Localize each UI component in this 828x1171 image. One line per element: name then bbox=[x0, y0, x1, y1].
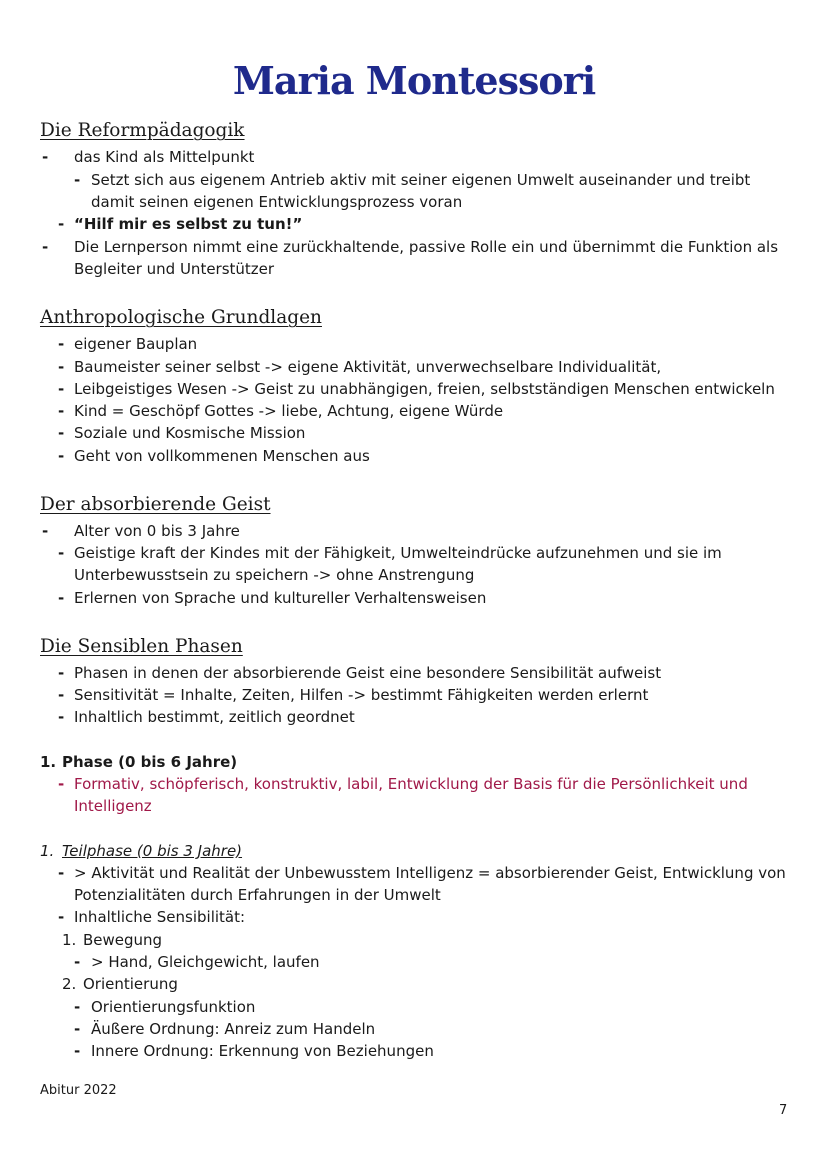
bullet-dash: - bbox=[58, 864, 65, 882]
bullet-dash: - bbox=[58, 708, 65, 726]
list-item: Kind = Geschöpf Gottes -> liebe, Achtung, eigene Würde bbox=[74, 402, 504, 420]
list-item: Soziale und Kosmische Mission bbox=[74, 424, 306, 442]
teilphase-heading: Teilphase (0 bis 3 Jahre) bbox=[62, 842, 243, 860]
list-item: das Kind als Mittelpunkt bbox=[74, 148, 255, 166]
section-heading-absorbierende-geist: Der absorbierende Geist bbox=[40, 494, 271, 515]
bullet-dash: - bbox=[58, 908, 65, 926]
list-item: Leibgeistiges Wesen -> Geist zu unabhängigen, freien, selbstständigen Menschen entwickeln bbox=[74, 380, 775, 398]
bullet-dash: - bbox=[74, 953, 81, 971]
bullet-dash: - bbox=[74, 1020, 81, 1038]
list-item: Baumeister seiner selbst -> eigene Aktivität, unverwechselbare Individualität, bbox=[74, 358, 662, 376]
motto: “Hilf mir es selbst zu tun!” bbox=[74, 215, 303, 233]
list-item: Inhaltlich bestimmt, zeitlich geordnet bbox=[74, 708, 355, 726]
list-item: Setzt sich aus eigenem Antrieb aktiv mit seiner eigenen Umwelt auseinander und treibt bbox=[91, 171, 751, 189]
list-item: Formativ, schöpferisch, konstruktiv, labil, Entwicklung der Basis für die Persönlichkeit und bbox=[74, 775, 748, 793]
bullet-dash: - bbox=[58, 424, 65, 442]
list-item: Sensitivität = Inhalte, Zeiten, Hilfen -> bestimmt Fähigkeiten werden erlernt bbox=[74, 686, 649, 704]
bullet-dash: - bbox=[58, 589, 65, 607]
footer-label: Abitur 2022 bbox=[40, 1083, 117, 1098]
bullet-dash: - bbox=[58, 215, 65, 233]
phase-heading: Phase (0 bis 6 Jahre) bbox=[62, 753, 238, 771]
list-item: Phasen in denen der absorbierende Geist eine besondere Sensibilität aufweist bbox=[74, 664, 662, 682]
bullet-dash: - bbox=[58, 775, 65, 793]
section-heading-sensiblen-phasen: Die Sensiblen Phasen bbox=[40, 636, 243, 657]
bullet-dash: - bbox=[74, 1042, 81, 1060]
bullet-dash: - bbox=[58, 544, 65, 562]
list-item: > Aktivität und Realität der Unbewusstem Intelligenz = absorbierender Geist, Entwicklung von bbox=[74, 864, 786, 882]
page-number: 7 bbox=[779, 1103, 788, 1118]
numbered-item: Bewegung bbox=[83, 931, 163, 949]
bullet-dash: - bbox=[74, 998, 81, 1016]
bullet-dash: - bbox=[58, 335, 65, 353]
list-item-continuation: Intelligenz bbox=[74, 797, 152, 815]
list-item: > Hand, Gleichgewicht, laufen bbox=[91, 953, 320, 971]
section-heading-reformpaedagogik: Die Reformpädagogik bbox=[40, 120, 245, 141]
list-item: Innere Ordnung: Erkennung von Beziehungen bbox=[91, 1042, 434, 1060]
list-item-continuation: Potenzialitäten durch Erfahrungen in der Umwelt bbox=[74, 886, 441, 904]
list-item: Geht von vollkommenen Menschen aus bbox=[74, 447, 370, 465]
bullet-dash: - bbox=[58, 358, 65, 376]
numbered-item-number: 2. bbox=[62, 975, 77, 993]
bullet-dash: - bbox=[58, 664, 65, 682]
phase-number: 1. bbox=[40, 753, 57, 771]
section-heading-anthropologische-grundlagen: Anthropologische Grundlagen bbox=[40, 307, 322, 328]
bullet-dash: - bbox=[58, 686, 65, 704]
bullet-dash: - bbox=[58, 380, 65, 398]
bullet-dash: - bbox=[42, 522, 49, 540]
teilphase-number: 1. bbox=[40, 842, 55, 860]
list-item: Die Lernperson nimmt eine zurückhaltende, passive Rolle ein und übernimmt die Funktion als bbox=[74, 238, 779, 256]
bullet-dash: - bbox=[42, 238, 49, 256]
list-item: Orientierungsfunktion bbox=[91, 998, 256, 1016]
bullet-dash: - bbox=[42, 148, 49, 166]
list-item: eigener Bauplan bbox=[74, 335, 198, 353]
list-item-continuation: damit seinen eigenen Entwicklungsprozess voran bbox=[91, 193, 463, 211]
list-item-continuation: Unterbewusstsein zu speichern -> ohne Anstrengung bbox=[74, 566, 475, 584]
numbered-item-number: 1. bbox=[62, 931, 77, 949]
numbered-item: Orientierung bbox=[83, 975, 178, 993]
list-item: Inhaltliche Sensibilität: bbox=[74, 908, 246, 926]
list-item: Alter von 0 bis 3 Jahre bbox=[74, 522, 240, 540]
page-title: Maria Montessori bbox=[232, 58, 596, 103]
list-item: Äußere Ordnung: Anreiz zum Handeln bbox=[91, 1020, 376, 1038]
list-item-continuation: Begleiter und Unterstützer bbox=[74, 260, 275, 278]
bullet-dash: - bbox=[58, 402, 65, 420]
bullet-dash: - bbox=[74, 171, 81, 189]
list-item: Erlernen von Sprache und kultureller Verhaltensweisen bbox=[74, 589, 487, 607]
list-item: Geistige kraft der Kindes mit der Fähigkeit, Umwelteindrücke aufzunehmen und sie im bbox=[74, 544, 722, 562]
bullet-dash: - bbox=[58, 447, 65, 465]
